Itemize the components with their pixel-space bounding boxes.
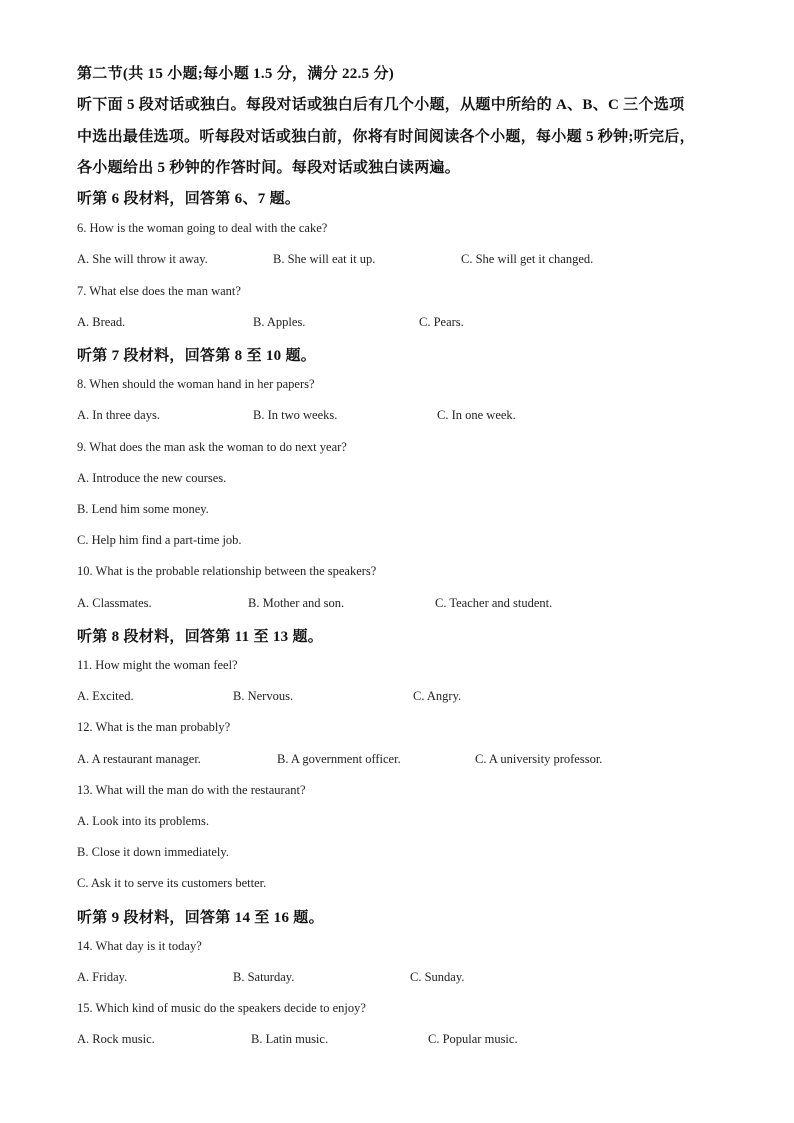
- option-a: A. Classmates.: [77, 596, 152, 610]
- section-title: 第二节(共 15 小题;每小题 1.5 分，满分 22.5 分): [77, 66, 395, 82]
- question-stem: 8. When should the woman hand in her papers?: [77, 377, 315, 391]
- option-row: [77, 752, 717, 770]
- instructions-line-1: 听下面 5 段对话或独白。每段对话或独白后有几个小题，从题中所给的 A、B、C 三个选项: [77, 97, 685, 113]
- question-stem: 15. Which kind of music do the speakers decide to enjoy?: [77, 1001, 366, 1015]
- option-a: A. A restaurant manager.: [77, 752, 201, 766]
- material-header: 听第 7 段材料，回答第 8 至 10 题。: [77, 348, 317, 364]
- option-b: B. Close it down immediately.: [77, 845, 229, 859]
- option-b: B. Lend him some money.: [77, 502, 209, 516]
- option-a: A. Bread.: [77, 315, 126, 329]
- option-row: [77, 252, 717, 270]
- option-c: C. She will get it changed.: [461, 252, 594, 266]
- option-a: A. Introduce the new courses.: [77, 471, 227, 485]
- option-c: C. Teacher and student.: [435, 596, 553, 610]
- option-a: A. Rock music.: [77, 1032, 155, 1046]
- question-stem: 6. How is the woman going to deal with the cake?: [77, 221, 328, 235]
- option-row: [77, 1032, 717, 1050]
- option-c: C. A university professor.: [475, 752, 603, 766]
- material-header: 听第 6 段材料，回答第 6、7 题。: [77, 191, 301, 207]
- question-stem: 14. What day is it today?: [77, 939, 202, 953]
- question-stem: 9. What does the man ask the woman to do next year?: [77, 440, 347, 454]
- option-b: B. A government officer.: [277, 752, 401, 766]
- option-c: C. Sunday.: [410, 970, 465, 984]
- option-row: [77, 689, 717, 707]
- option-c: C. Help him find a part-time job.: [77, 533, 242, 547]
- option-b: B. Saturday.: [233, 970, 295, 984]
- option-row: [77, 408, 717, 426]
- option-b: B. Apples.: [253, 315, 306, 329]
- option-c: C. Popular music.: [428, 1032, 518, 1046]
- option-row: [77, 596, 717, 614]
- option-a: A. In three days.: [77, 408, 160, 422]
- option-b: B. Nervous.: [233, 689, 294, 703]
- instructions-line-2: 中选出最佳选项。听每段对话或独白前，你将有时间阅读各个小题，每小题 5 秒钟;听完后，: [77, 129, 695, 145]
- option-row: [77, 315, 717, 333]
- option-b: B. In two weeks.: [253, 408, 338, 422]
- instructions-line-3: 各小题给出 5 秒钟的作答时间。每段对话或独白读两遍。: [77, 160, 461, 176]
- option-a: A. Excited.: [77, 689, 134, 703]
- option-c: C. Ask it to serve its customers better.: [77, 876, 267, 890]
- option-c: C. In one week.: [437, 408, 516, 422]
- question-stem: 13. What will the man do with the restaurant?: [77, 783, 306, 797]
- option-b: B. She will eat it up.: [273, 252, 376, 266]
- option-c: C. Pears.: [419, 315, 464, 329]
- question-stem: 12. What is the man probably?: [77, 720, 231, 734]
- question-stem: 7. What else does the man want?: [77, 284, 241, 298]
- question-stem: 10. What is the probable relationship between the speakers?: [77, 564, 377, 578]
- option-a: A. She will throw it away.: [77, 252, 208, 266]
- option-a: A. Friday.: [77, 970, 128, 984]
- option-row: [77, 970, 717, 988]
- question-stem: 11. How might the woman feel?: [77, 658, 238, 672]
- option-a: A. Look into its problems.: [77, 814, 209, 828]
- material-header: 听第 8 段材料，回答第 11 至 13 题。: [77, 629, 324, 645]
- option-b: B. Latin music.: [251, 1032, 329, 1046]
- material-header: 听第 9 段材料，回答第 14 至 16 题。: [77, 910, 324, 926]
- option-b: B. Mother and son.: [248, 596, 345, 610]
- option-c: C. Angry.: [413, 689, 462, 703]
